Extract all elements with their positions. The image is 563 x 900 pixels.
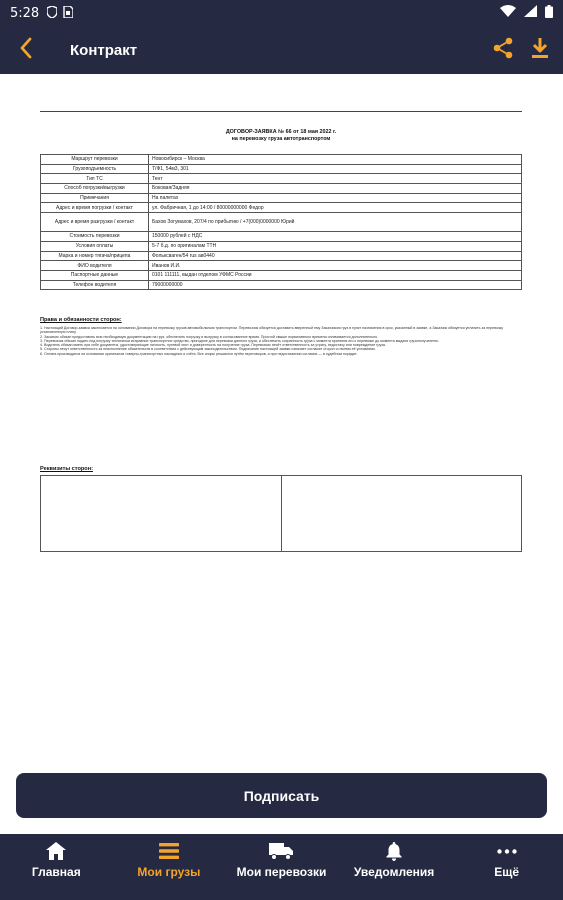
back-arrow-icon — [19, 37, 33, 64]
nav-item-label: Мои грузы — [137, 865, 201, 879]
table-row — [41, 251, 522, 261]
row-key: Адрес и время разгрузки / контакт — [41, 213, 149, 232]
nav-item-notifications[interactable] — [338, 834, 451, 886]
row-key: Адрес и время погрузки / контакт — [41, 203, 149, 213]
document-top-rule — [40, 111, 522, 112]
bell-icon — [386, 841, 402, 861]
nav-item-label: Мои перевозки — [236, 865, 327, 879]
rights-paragraph: 5. Стороны несут ответственность за неисполнение обязательств в соответствии с действующим законодательством. Подписание настоящей заявки означает согласие сторон со всеми её условиями. — [40, 347, 376, 352]
row-value: 79000000000 — [149, 280, 522, 290]
row-key: Маршрут перевозки — [41, 155, 149, 165]
requisites-cell-customer — [41, 476, 281, 551]
nav-item-home[interactable] — [0, 834, 113, 886]
row-key: Способ погрузки/выгрузки — [41, 184, 149, 194]
row-key: ФИО водителя — [41, 261, 149, 271]
rights-paragraph: 6. Оплата производится на основании оригиналов товарно-транспортных накладных и счёта. Все споры решаются путём переговоров, а при недостижении согласия — в судебном порядке. — [40, 351, 358, 356]
row-value: На палетах — [149, 193, 522, 203]
row-value: Фольксваген/54 rus ав0440 — [149, 251, 522, 261]
requisites-cell-carrier — [281, 476, 522, 551]
nav-item-label: Уведомления — [353, 865, 435, 879]
rights-section-title: Права и обязанности сторон: — [40, 317, 122, 323]
nav-item-more[interactable] — [450, 834, 563, 886]
row-value: Тент — [149, 174, 522, 184]
row-value: 0101 111111, выдан отделом УФМС России — [149, 270, 522, 280]
shield-icon — [47, 6, 57, 21]
sign-button[interactable]: Подписать — [16, 773, 547, 818]
table-row — [41, 232, 522, 242]
more-icon — [497, 841, 517, 861]
row-value: Иванов И.И. — [149, 261, 522, 271]
document-subtitle-line: на перевозку груза автотранспортом — [231, 136, 331, 142]
table-row — [41, 193, 522, 203]
download-icon — [531, 46, 549, 63]
table-row — [41, 164, 522, 174]
sim-card-icon — [63, 6, 73, 21]
table-row — [41, 155, 522, 165]
bottom-nav — [0, 834, 563, 886]
row-key: Марка и номер тягача/прицепа — [41, 251, 149, 261]
requisites-box — [40, 475, 522, 552]
share-button[interactable] — [493, 37, 513, 64]
nav-item-my-shipments[interactable] — [225, 834, 338, 886]
table-row — [41, 280, 522, 290]
contract-details-table — [40, 154, 522, 290]
row-value: ул. Фабричная, 1 до 14:00 / 80000000000 Федор — [149, 203, 522, 213]
status-bar — [0, 0, 563, 26]
share-icon — [493, 46, 513, 63]
rights-paragraph: 3. Перевозчик обязан подать под погрузку технически исправное транспортное средство, пригодное для перевозки данного груза, и обеспечить сохранность груза с момента принятия его к перевозке до момента выдачи грузополучателю. — [40, 338, 439, 343]
table-row — [41, 174, 522, 184]
table-row — [41, 241, 522, 251]
nav-item-my-cargo[interactable] — [113, 834, 226, 886]
requisites-section-title: Реквизиты сторон: — [40, 466, 93, 472]
row-value: Т/Ф1, 54м3, 301 — [149, 164, 522, 174]
page-title: Контракт — [70, 41, 138, 59]
system-navigation-bar — [0, 886, 563, 900]
table-row — [41, 213, 522, 232]
row-value: 5-7 б.д. по оригиналам ТТН — [149, 241, 522, 251]
battery-icon — [545, 5, 553, 22]
rights-paragraph: 1. Настоящий Договор-заявка заключается на основании Договора на перевозку грузов автомобильным транспортом. Перевозчик обязуется доставить вверенный ему Заказчиком груз в пункт назначения в срок, указанный в заявке, а Заказчик обязуется уплатить за перевозку установленную плату. — [40, 326, 504, 335]
rights-section-text — [40, 326, 522, 356]
rights-paragraph: 2. Заказчик обязан предоставить всю необходимую документацию на груз, обеспечить погрузку и выгрузку в согласованное время. Простой свыше нормативного времени оплачивается дополнительно. — [40, 334, 379, 339]
row-value: Боковая/Задняя — [149, 184, 522, 194]
row-value: 150000 рублей с НДС — [149, 232, 522, 242]
row-value: Бахов Зогумахов, 207/4 по прибытию / +7(000)0000000 Юрий — [149, 213, 522, 232]
document-title-line: ДОГОВОР-ЗАЯВКА № 66 от 18 мая 2022 г. — [225, 129, 337, 135]
table-row — [41, 261, 522, 271]
row-key: Телефон водителя — [41, 280, 149, 290]
status-time: 5:28 — [10, 5, 40, 21]
table-row — [41, 184, 522, 194]
table-row — [41, 270, 522, 280]
row-key: Условия оплаты — [41, 241, 149, 251]
rights-paragraph: 4. Водитель обязан иметь при себе документы, удостоверяющие личность, путевой лист и доверенность на получение груза. Перевозчик несёт ответственность за утрату, недостачу или повреждение груза. — [40, 343, 386, 347]
nav-item-label: Ещё — [494, 865, 520, 879]
document-title — [40, 129, 522, 143]
cargo-list-icon — [159, 841, 179, 861]
nav-item-label: Главная — [31, 865, 81, 879]
back-button[interactable] — [0, 26, 52, 74]
wifi-icon — [500, 5, 516, 21]
row-key: Паспортные данные — [41, 270, 149, 280]
row-key: Грузоподъемность — [41, 164, 149, 174]
row-value: Новосибирск – Москва — [149, 155, 522, 165]
signal-icon — [524, 5, 537, 21]
table-row — [41, 203, 522, 213]
row-key: Примечания — [41, 193, 149, 203]
truck-icon — [269, 841, 293, 861]
download-button[interactable] — [531, 37, 549, 64]
row-key: Тип ТС — [41, 174, 149, 184]
app-bar — [0, 26, 563, 74]
contract-document[interactable] — [0, 74, 563, 769]
home-icon — [46, 841, 66, 861]
row-key: Стоимость перевозки — [41, 232, 149, 242]
